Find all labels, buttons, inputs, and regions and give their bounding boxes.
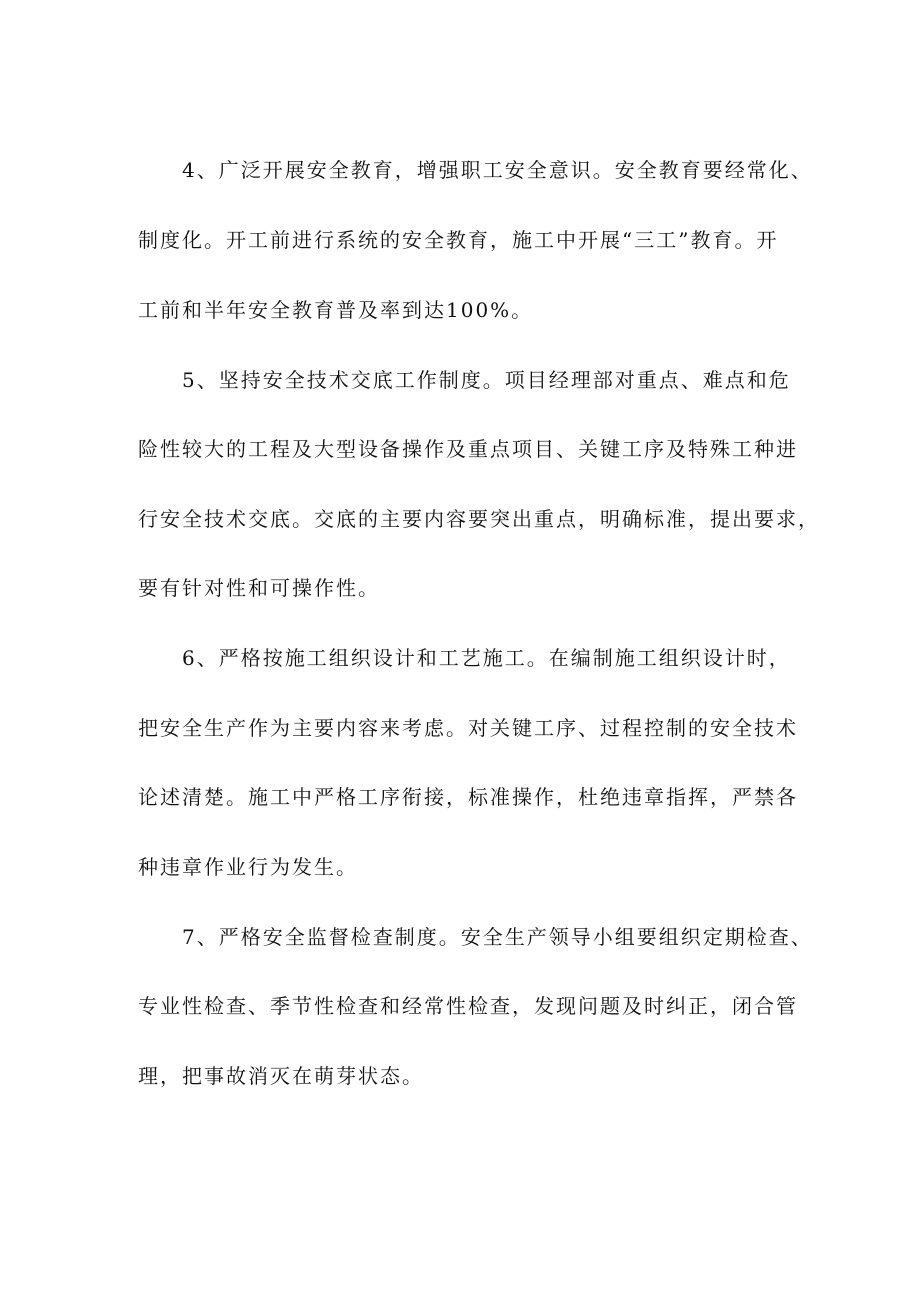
paragraph-line: 专业性检查、季节性检查和经常性检查，发现问题及时纠正，闭合管 <box>138 994 798 1018</box>
paragraph-line: 把安全生产作为主要内容来考虑。对关键工序、过程控制的安全技术 <box>138 716 798 740</box>
paragraph-line: 要有针对性和可操作性。 <box>138 576 380 600</box>
paragraph-line: 5、坚持安全技术交底工作制度。项目经理部对重点、难点和危 <box>182 368 791 392</box>
paragraph-line: 4、广泛开展安全教育，增强职工安全意识。安全教育要经常化、 <box>182 158 813 182</box>
paragraph-line: 行安全技术交底。交底的主要内容要突出重点，明确标准，提出要求， <box>138 507 820 531</box>
paragraph-line: 6、严格按施工组织设计和工艺施工。在编制施工组织设计时， <box>182 646 791 670</box>
paragraph-line: 工前和半年安全教育普及率到达100%。 <box>138 298 534 322</box>
paragraph-line: 种违章作业行为发生。 <box>138 855 358 879</box>
paragraph-line: 理，把事故消灭在萌芽状态。 <box>138 1064 424 1088</box>
paragraph-line: 险性较大的工程及大型设备操作及重点项目、关键工序及特殊工种进 <box>138 437 798 461</box>
paragraph-line: 制度化。开工前进行系统的安全教育，施工中开展“三工”教育。开 <box>138 228 779 252</box>
paragraph-line: 论述清楚。施工中严格工序衔接，标准操作，杜绝违章指挥，严禁各 <box>138 785 798 809</box>
paragraph-line: 7、严格安全监督检查制度。安全生产领导小组要组织定期检查、 <box>182 925 813 949</box>
